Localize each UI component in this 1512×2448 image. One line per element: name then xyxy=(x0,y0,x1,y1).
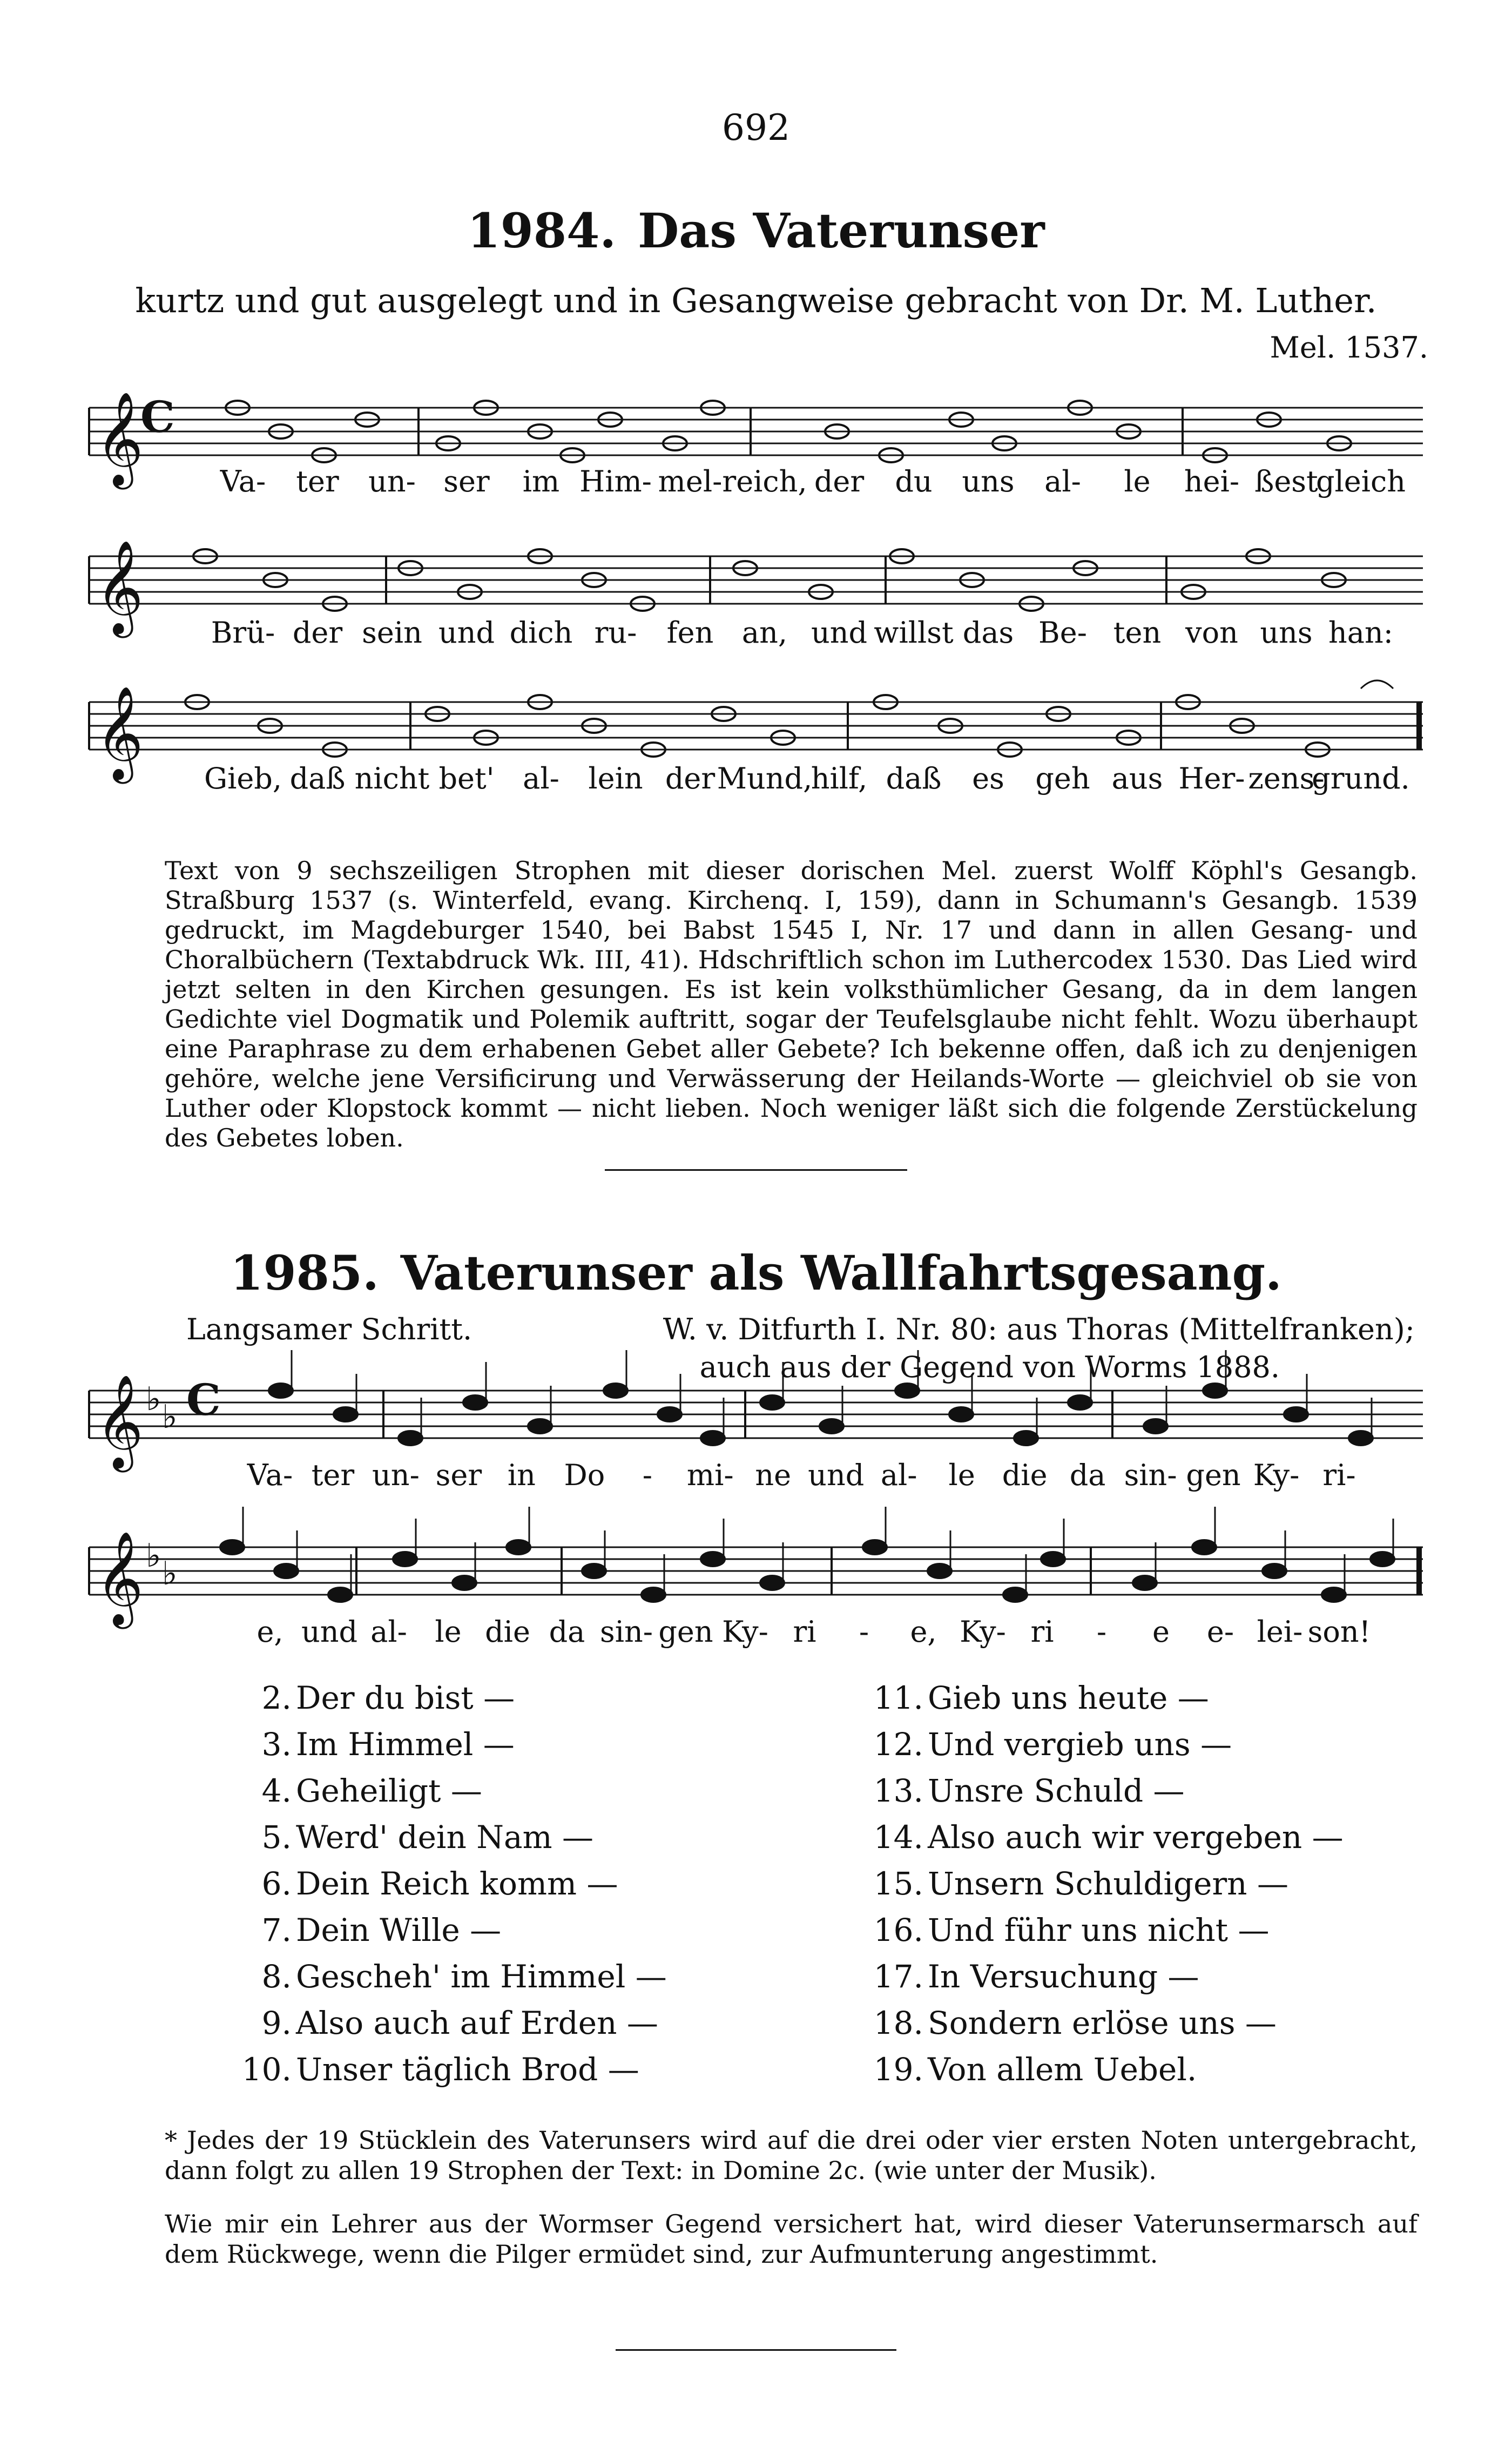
lyric-syllable: willst xyxy=(874,616,954,650)
verse-item xyxy=(859,1680,1209,1716)
treble-clef-icon: 𝄞 xyxy=(96,1531,144,1625)
lyric-syllable: Va- xyxy=(220,464,266,498)
lyric-syllable: e, xyxy=(910,1615,937,1649)
lyric-syllable: lein xyxy=(588,761,643,795)
verse-number: 8. xyxy=(261,1958,292,1995)
verse-text: Und führ uns nicht — xyxy=(928,1912,1270,1948)
flat-icon: ♭ xyxy=(162,1398,178,1436)
note-head xyxy=(760,1576,784,1590)
verse-item xyxy=(227,1680,515,1716)
lyric-syllable: und xyxy=(301,1615,358,1649)
note-head xyxy=(528,1419,552,1433)
note-head xyxy=(1041,1552,1065,1566)
flat-icon: ♭ xyxy=(146,1380,161,1418)
treble-clef-icon: 𝄞 xyxy=(96,540,144,634)
lyric-syllable: und xyxy=(438,616,495,650)
fermata-icon xyxy=(1361,680,1393,689)
lyric-syllable: gleich xyxy=(1315,464,1406,498)
note-head xyxy=(507,1540,530,1554)
verse-number: 4. xyxy=(261,1772,292,1809)
lyric-syllable: e- xyxy=(1206,1615,1234,1649)
lyric-syllable: nicht xyxy=(354,761,430,795)
verse-item xyxy=(227,1819,593,1856)
lyric-syllable: un- xyxy=(368,464,416,498)
lyric-syllable: ter xyxy=(311,1458,355,1492)
note-head xyxy=(1014,1431,1038,1445)
song-1985-title xyxy=(0,1245,1512,1301)
note-head xyxy=(1003,1588,1027,1602)
verse-text: Dein Reich komm — xyxy=(296,1865,618,1902)
lyric-syllable: Brü- xyxy=(211,616,275,650)
song-1985-number: 1985. xyxy=(230,1245,379,1301)
lyric-syllable: zens- xyxy=(1248,761,1325,795)
note-head xyxy=(399,1431,422,1445)
lyric-syllable: le xyxy=(435,1615,462,1649)
note-head xyxy=(334,1407,357,1421)
lyric-syllable: im xyxy=(522,464,560,498)
lyric-syllable: Him- xyxy=(579,464,652,498)
verse-text: Gescheh' im Himmel — xyxy=(296,1958,667,1995)
verse-item xyxy=(227,1912,501,1948)
lyric-syllable: un- xyxy=(372,1458,420,1492)
verse-text: Unsre Schuld — xyxy=(928,1772,1185,1809)
lyric-syllable: Va- xyxy=(247,1458,293,1492)
verse-item xyxy=(859,1726,1232,1763)
page-number: 692 xyxy=(722,107,790,149)
verse-text: Unsern Schuldigern — xyxy=(928,1865,1288,1902)
lyric-syllable: ri xyxy=(1030,1615,1054,1649)
lyric-syllable: e, xyxy=(256,1615,284,1649)
lyric-syllable: der xyxy=(814,464,865,498)
common-time-icon: C xyxy=(140,392,175,442)
verse-text: Werd' dein Nam — xyxy=(296,1819,593,1856)
source-line-1: W. v. Ditfurth I. Nr. 80: aus Thoras (Mittelfranken); xyxy=(663,1312,1415,1346)
verse-number: 9. xyxy=(261,2005,292,2041)
note-head xyxy=(1349,1431,1373,1445)
note-head xyxy=(1192,1540,1216,1554)
lyric-syllable: han: xyxy=(1328,616,1393,650)
note-head xyxy=(582,1564,606,1578)
lyric-syllable: du xyxy=(895,464,933,498)
note-head xyxy=(328,1588,352,1602)
lyric-syllable: ter xyxy=(296,464,339,498)
verse-number: 14. xyxy=(873,1819,923,1856)
lyric-syllable: le xyxy=(1124,464,1151,498)
note-head xyxy=(269,1384,293,1398)
lyric-syllable: die xyxy=(1002,1458,1048,1492)
lyric-syllable: sin- xyxy=(1124,1458,1177,1492)
note-head xyxy=(928,1564,951,1578)
verse-number: 10. xyxy=(241,2051,292,2088)
lyric-syllable: da xyxy=(1069,1458,1106,1492)
lyric-syllable: Gieb, xyxy=(204,761,282,795)
lyric-syllable: gen xyxy=(658,1615,713,1649)
note-head xyxy=(863,1540,887,1554)
note-head xyxy=(274,1564,298,1578)
note-head xyxy=(463,1395,487,1410)
lyric-syllable: reich, xyxy=(722,464,807,498)
common-time-icon: C xyxy=(186,1374,221,1425)
verse-text: Also auch wir vergeben — xyxy=(928,1819,1344,1856)
verse-item xyxy=(859,1912,1270,1948)
lyric-syllable: ru- xyxy=(594,616,637,650)
lyric-syllable: sin- xyxy=(599,1615,653,1649)
song-1984-subtitle: kurtz und gut ausgelegt und in Gesangweise gebracht von Dr. M. Luther. xyxy=(135,281,1377,320)
note-head xyxy=(949,1407,973,1421)
verse-number: 19. xyxy=(873,2051,923,2088)
lyric-syllable: e xyxy=(1152,1615,1170,1649)
lyric-syllable: Ky- xyxy=(1253,1458,1300,1492)
verse-item xyxy=(859,1865,1288,1902)
verse-number: 12. xyxy=(873,1726,923,1763)
lyric-syllable: hei- xyxy=(1184,464,1240,498)
note-head xyxy=(701,1552,725,1566)
song-1984-title-text: Das Vaterunser xyxy=(637,203,1045,259)
lyric-syllable: der xyxy=(292,616,343,650)
lyric-syllable: grund. xyxy=(1312,761,1410,795)
song-1985-title-text: Vaterunser als Wallfahrtsgesang. xyxy=(400,1245,1282,1301)
verse-text: Und vergieb uns — xyxy=(928,1726,1232,1763)
lyric-syllable: und xyxy=(811,616,868,650)
note-head xyxy=(220,1540,244,1554)
flat-icon: ♭ xyxy=(146,1537,161,1575)
lyric-syllable: mi- xyxy=(686,1458,734,1492)
flat-icon: ♭ xyxy=(162,1555,178,1593)
lyric-syllable: ser xyxy=(443,464,490,498)
verse-text: In Versuchung — xyxy=(928,1958,1199,1995)
note-head xyxy=(604,1384,627,1398)
lyric-syllable: ser xyxy=(435,1458,482,1492)
verse-number: 17. xyxy=(873,1958,923,1995)
note-head xyxy=(1068,1395,1092,1410)
verse-item xyxy=(227,1772,482,1809)
song-1984-notes: Text von 9 sechszeiligen Strophen mit dieser dorischen Mel. zuerst Wolff Köphl's Gesangb. Straßburg 1537 (s. Winterfeld, evang. Kirchenq. I, 159), dann in Schumann's Gesangb. 1539 gedruckt, im Magdeburger 1540, bei Babst 1545 I, Nr. 17 und dann in allen Gesang- und Choralbüchern (Textabdruck Wk. III, 41). Hdschriftlich schon im Luthercodex 1530. Das Lied wird jetzt selten in den Kirchen gesungen. Es ist kein volksthümlicher Gesang, da in dem langen Gedichte viel Dogmatik und Polemik auftritt, sogar der Teufelsglaube nicht fehlt. Wozu überhaupt eine Paraphrase zu dem erhabenen Gebet aller Gebete? Ich bekenne offen, daß ich zu denjenigen gehöre, welche jene Versificirung und Verwässerung der Heilands-Worte — gleichviel ob sie von Luther oder Klopstock kommt — nicht lieben. Noch weniger läßt sich die folgende Zerstückelung des Gebetes loben. xyxy=(165,856,1418,1152)
lyric-syllable: uns xyxy=(1260,616,1313,650)
lyric-syllable: Mund, xyxy=(717,761,813,795)
lyric-syllable: die xyxy=(485,1615,530,1649)
lyric-syllable: - xyxy=(859,1615,869,1649)
verse-text: Der du bist — xyxy=(296,1680,515,1716)
verse-item xyxy=(859,2005,1277,2041)
lyric-syllable: ßest xyxy=(1254,464,1318,498)
note-head xyxy=(895,1384,919,1398)
note-head xyxy=(1263,1564,1286,1578)
lyric-syllable: gen xyxy=(1186,1458,1241,1492)
lyric-syllable: Do xyxy=(564,1458,605,1492)
note-head xyxy=(658,1407,681,1421)
lyric-syllable: in xyxy=(507,1458,536,1492)
lyric-syllable: das xyxy=(962,616,1014,650)
treble-clef-icon: 𝄞 xyxy=(96,686,144,780)
tempo-marking: Langsamer Schritt. xyxy=(186,1312,473,1346)
lyric-syllable: ri- xyxy=(1322,1458,1356,1492)
lyric-syllable: hilf, xyxy=(811,761,868,795)
note-head xyxy=(453,1576,476,1590)
lyric-syllable: Be- xyxy=(1038,616,1087,650)
footnote: * Jedes der 19 Stücklein des Vaterunsers wird auf die drei oder vier ersten Noten untergebracht, dann folgt zu allen 19 Strophen der Text: in Domine 2c. (wie unter der Musik). xyxy=(165,2126,1418,2185)
lyric-syllable: da xyxy=(549,1615,585,1649)
lyric-syllable: lei- xyxy=(1257,1615,1303,1649)
lyric-syllable: dich xyxy=(509,616,573,650)
treble-clef-icon: 𝄞 xyxy=(96,1374,144,1468)
verse-text: Sondern erlöse uns — xyxy=(928,2005,1277,2041)
verse-number: 13. xyxy=(873,1772,923,1809)
lyric-syllable: son! xyxy=(1307,1615,1371,1649)
lyric-syllable: mel- xyxy=(658,464,723,498)
lyric-syllable: Ky- xyxy=(960,1615,1006,1649)
lyric-syllable: ri xyxy=(793,1615,816,1649)
verse-item xyxy=(859,2051,1197,2088)
note-head xyxy=(1133,1576,1157,1590)
lyric-syllable: daß xyxy=(289,761,346,795)
lyric-syllable: - xyxy=(642,1458,652,1492)
note-head xyxy=(760,1395,784,1410)
verse-number: 3. xyxy=(261,1726,292,1763)
lyric-syllable: al- xyxy=(523,761,559,795)
lyric-syllable: le xyxy=(948,1458,975,1492)
lyric-syllable: und xyxy=(808,1458,865,1492)
verse-number: 6. xyxy=(261,1865,292,1902)
verse-item xyxy=(227,2005,658,2041)
verse-number: 7. xyxy=(261,1912,292,1948)
verse-text: Unser täglich Brod — xyxy=(296,2051,639,2088)
note-head xyxy=(820,1419,843,1433)
lyric-syllable: - xyxy=(1096,1615,1107,1649)
note-head xyxy=(393,1552,417,1566)
verse-number: 2. xyxy=(261,1680,292,1716)
treble-clef-icon: 𝄞 xyxy=(96,392,144,485)
verse-number: 11. xyxy=(873,1680,923,1716)
lyric-syllable: bet' xyxy=(438,761,495,795)
note-head xyxy=(1203,1384,1227,1398)
lyric-syllable: uns xyxy=(962,464,1015,498)
verse-text: Gieb uns heute — xyxy=(928,1680,1209,1716)
lyric-syllable: al- xyxy=(370,1615,407,1649)
section-divider xyxy=(605,1169,907,1171)
lyric-syllable: aus xyxy=(1111,761,1163,795)
lyric-syllable: al- xyxy=(880,1458,917,1492)
lyric-syllable: ne xyxy=(755,1458,792,1492)
verse-item xyxy=(227,1865,618,1902)
note-head xyxy=(701,1431,725,1445)
lyric-syllable: ten xyxy=(1113,616,1162,650)
verse-text: Im Himmel — xyxy=(296,1726,515,1763)
lyric-syllable: geh xyxy=(1035,761,1090,795)
lyric-syllable: es xyxy=(972,761,1004,795)
verse-text: Dein Wille — xyxy=(296,1912,502,1948)
verse-number: 18. xyxy=(873,2005,923,2041)
verse-item xyxy=(859,1958,1199,1995)
verse-item xyxy=(859,1819,1344,1856)
lyric-syllable: Ky- xyxy=(722,1615,768,1649)
note-head xyxy=(642,1588,665,1602)
lyric-syllable: al- xyxy=(1044,464,1081,498)
note-head xyxy=(1371,1552,1394,1566)
verse-text: Geheiligt — xyxy=(296,1772,482,1809)
verse-number: 16. xyxy=(873,1912,923,1948)
song-1984-melody-ref: Mel. 1537. xyxy=(1270,331,1428,365)
lyric-syllable: Her- xyxy=(1178,761,1245,795)
note-head xyxy=(1144,1419,1167,1433)
lyric-syllable: fen xyxy=(666,616,714,650)
verse-number: 15. xyxy=(873,1865,923,1902)
song-1984-number: 1984. xyxy=(467,203,616,259)
source-line-2: auch aus der Gegend von Worms 1888. xyxy=(699,1350,1280,1384)
note-head xyxy=(1284,1407,1308,1421)
verse-item xyxy=(859,1772,1185,1809)
end-divider xyxy=(616,2349,896,2351)
verse-text: Also auch auf Erden — xyxy=(296,2005,658,2041)
verse-item xyxy=(227,1726,515,1763)
lyric-syllable: von xyxy=(1185,616,1238,650)
lyric-syllable: daß xyxy=(886,761,942,795)
verse-text: Von allem Uebel. xyxy=(928,2051,1197,2088)
note-head xyxy=(1322,1588,1346,1602)
lyric-syllable: sein xyxy=(362,616,422,650)
closing-note: Wie mir ein Lehrer aus der Wormser Gegend versichert hat, wird dieser Vaterunsermarsch auf dem Rückwege, wenn die Pilger ermüdet sind, zur Aufmunterung angestimmt. xyxy=(165,2209,1418,2269)
lyric-syllable: der xyxy=(665,761,716,795)
verse-item xyxy=(227,1958,667,1995)
lyric-syllable: an, xyxy=(741,616,788,650)
verse-item xyxy=(227,2051,639,2088)
verse-number: 5. xyxy=(261,1819,292,1856)
